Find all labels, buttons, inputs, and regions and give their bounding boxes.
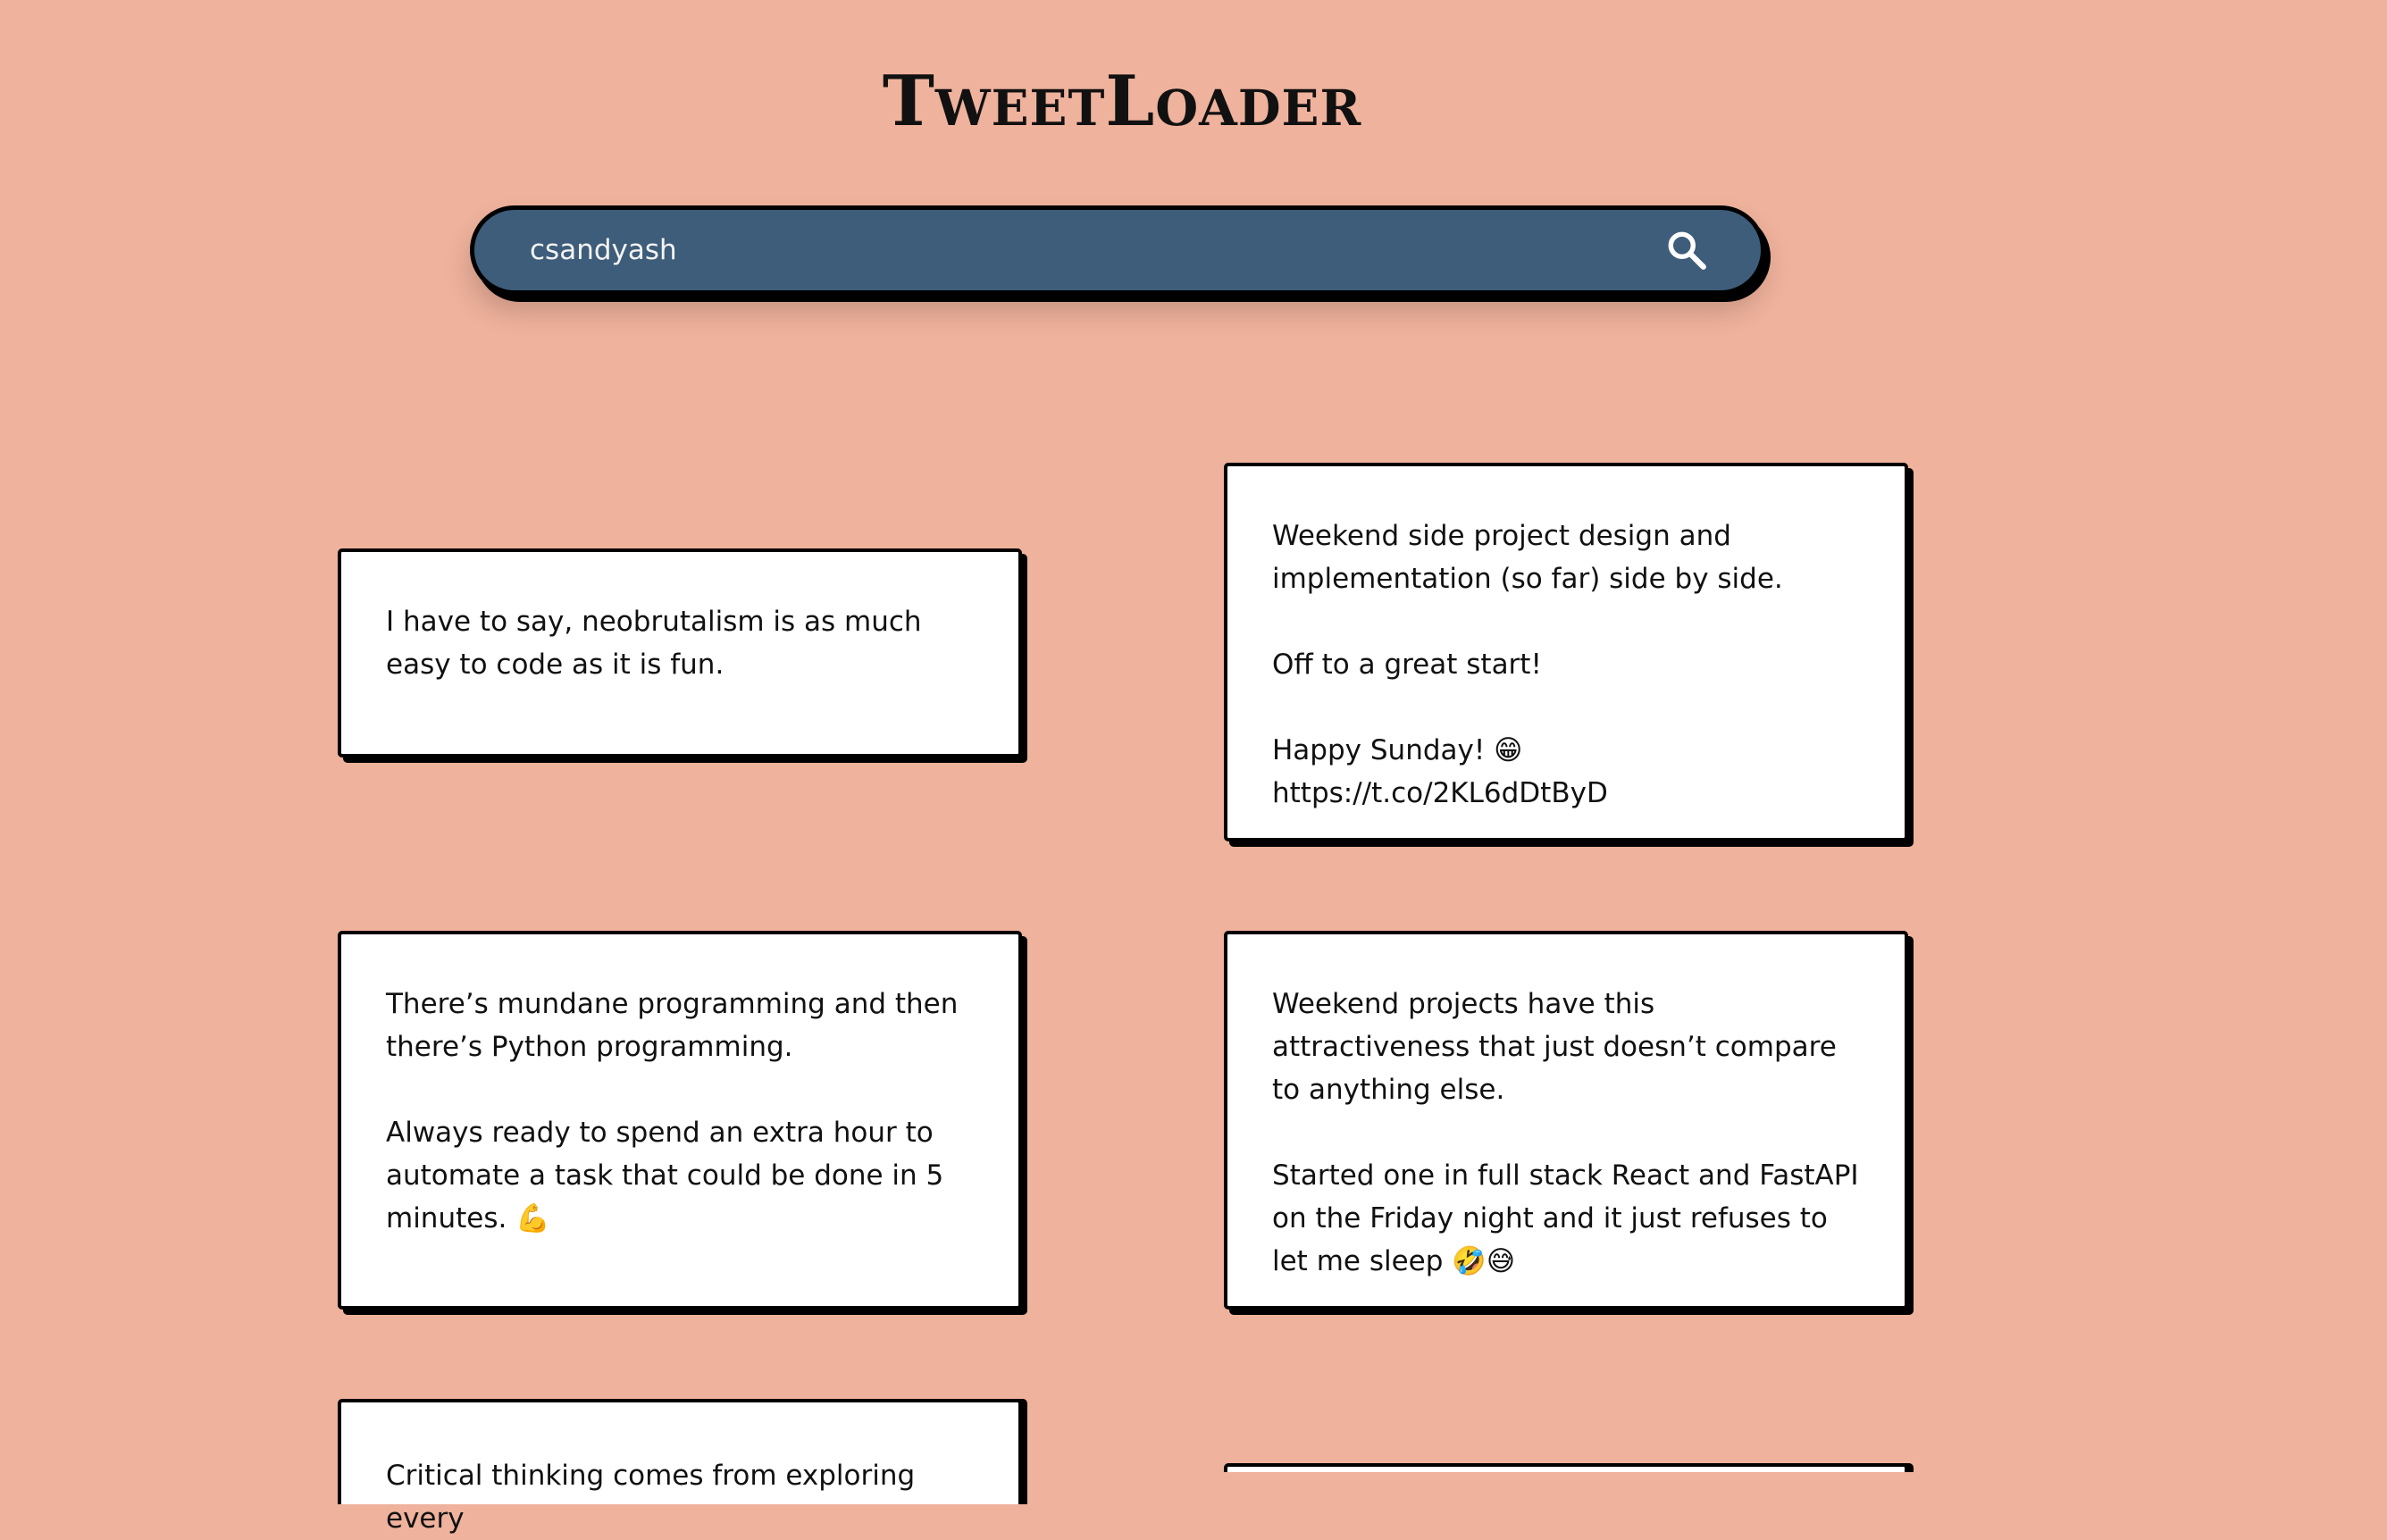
tweet-card <box>1224 931 1908 1310</box>
tweet-card <box>338 1399 1022 1535</box>
tweet-text: Critical thinking comes from exploring every <box>386 1460 916 1535</box>
tweet-card <box>338 548 1022 757</box>
search-input[interactable] <box>530 210 1584 290</box>
tweet-card <box>338 931 1022 1310</box>
tweet-text: I have to say, neobrutalism is as much easy to code as it is fun. <box>386 606 922 681</box>
tweet-text: There’s mundane programming and then there’s Python programming. Always ready to spend an extra hour to automate a task that could be done in 5 minutes. 💪 <box>386 988 959 1235</box>
search-icon <box>1664 228 1709 272</box>
tweet-card <box>1224 463 1908 841</box>
tweet-card <box>1224 1463 1908 1472</box>
tweet-text: Weekend projects have this attractiveness that just doesn’t compare to anything else. Started one in full stack React and FastAPI on the Friday night and it just refuses to let me sleep 🤣😅 <box>1272 988 1859 1277</box>
search-button[interactable] <box>1664 228 1709 272</box>
tweet-text: Weekend side project design and implementation (so far) side by side. Off to a great start! Happy Sunday! 😁 https://t.co/2KL6dDtByD <box>1272 520 1783 809</box>
app-title: TweetLoader <box>882 61 1362 142</box>
search-bar <box>470 205 1765 295</box>
